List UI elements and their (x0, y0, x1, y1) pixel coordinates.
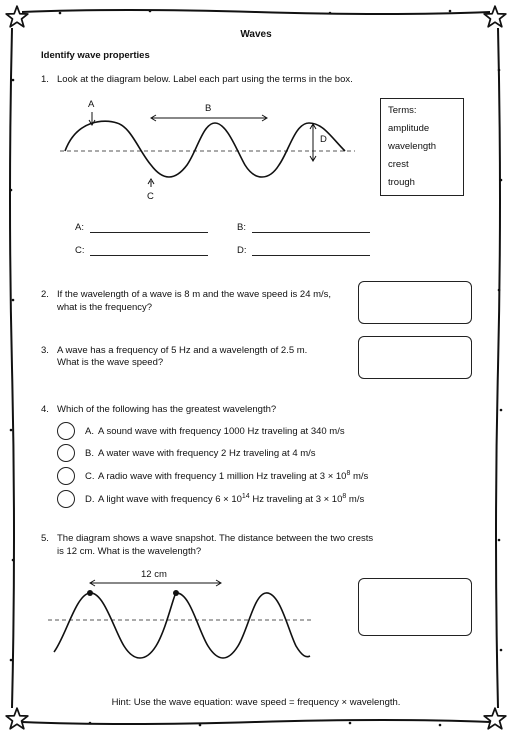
q2-number: 2. (41, 289, 49, 300)
q5-line2: is 12 cm. What is the wavelength? (57, 546, 202, 557)
answer-blank-b[interactable] (252, 232, 370, 233)
crest-dot-1 (87, 590, 93, 596)
star-icon-bottom-right (482, 706, 508, 732)
option-d-letter: D. (85, 494, 95, 505)
term-amplitude: amplitude (388, 123, 430, 134)
q2-line1: If the wavelength of a wave is 8 m and the wave speed is 24 m/s, (57, 289, 332, 300)
option-a-letter: A. (85, 426, 94, 437)
term-wavelength: wavelength (388, 141, 437, 152)
section-heading: Identify wave properties (41, 50, 150, 61)
option-d-radio[interactable] (57, 490, 75, 508)
q4-number: 4. (41, 404, 49, 415)
blank-label-b: B: (237, 222, 246, 233)
answer-blank-d[interactable] (252, 255, 370, 256)
answer-blank-c[interactable] (90, 255, 208, 256)
star-icon-bottom-left (4, 706, 30, 732)
option-b-radio[interactable] (57, 444, 75, 462)
term-trough: trough (388, 177, 415, 188)
option-a-radio[interactable] (57, 422, 75, 440)
crest-dot-2 (173, 590, 179, 596)
option-b-letter: B. (85, 448, 94, 459)
crest-distance-label: 12 cm (141, 569, 167, 580)
blank-label-c: C: (75, 245, 85, 256)
q5-line1: The diagram shows a wave snapshot. The distance between the two crests (57, 533, 374, 544)
terms-title: Terms: (388, 105, 417, 116)
answer-blank-a[interactable] (90, 232, 208, 233)
hint-text: Hint: Use the wave equation: wave speed = frequency × wavelength. (111, 697, 401, 708)
q3-line1: A wave has a frequency of 5 Hz and a wavelength of 2.5 m. (57, 345, 308, 356)
diagram-label-a: A (88, 99, 95, 110)
option-a-text: A sound wave with frequency 1000 Hz traveling at 340 m/s (98, 426, 345, 437)
option-c-letter: C. (85, 471, 95, 482)
diagram-label-b: B (205, 103, 212, 114)
q3-answer-box[interactable] (358, 336, 472, 379)
blank-label-d: D: (237, 245, 247, 256)
term-crest: crest (388, 159, 409, 170)
option-c-radio[interactable] (57, 467, 75, 485)
q2-line2: what is the frequency? (57, 302, 153, 313)
option-b-text: A water wave with frequency 2 Hz traveling at 4 m/s (98, 448, 316, 459)
star-icon-top-right (482, 4, 508, 30)
q5-number: 5. (41, 533, 49, 544)
q1-text: Look at the diagram below. Label each part using the terms in the box. (57, 74, 353, 85)
star-icon-top-left (4, 4, 30, 30)
q1-number: 1. (41, 74, 49, 85)
diagram-label-c: C (147, 191, 154, 202)
blank-label-a: A: (75, 222, 84, 233)
q5-wave-diagram (40, 574, 330, 674)
page-title: Waves (240, 29, 272, 40)
q4-text: Which of the following has the greatest wavelength? (57, 404, 277, 415)
option-d-text: A light wave with frequency $6 \times 10^{14}$ Hz traveling at $3 \times 10^8$ m/s (98, 492, 365, 505)
q5-answer-box[interactable] (358, 578, 472, 636)
wave-curve (65, 121, 345, 177)
wave-curve (54, 593, 310, 658)
q2-answer-box[interactable] (358, 281, 472, 324)
diagram-label-d: D (320, 134, 327, 145)
option-c-text: A radio wave with frequency 1 million Hz traveling at $3 \times 10^8$ m/s (98, 469, 369, 482)
q3-line2: What is the wave speed? (57, 357, 164, 368)
q3-number: 3. (41, 345, 49, 356)
